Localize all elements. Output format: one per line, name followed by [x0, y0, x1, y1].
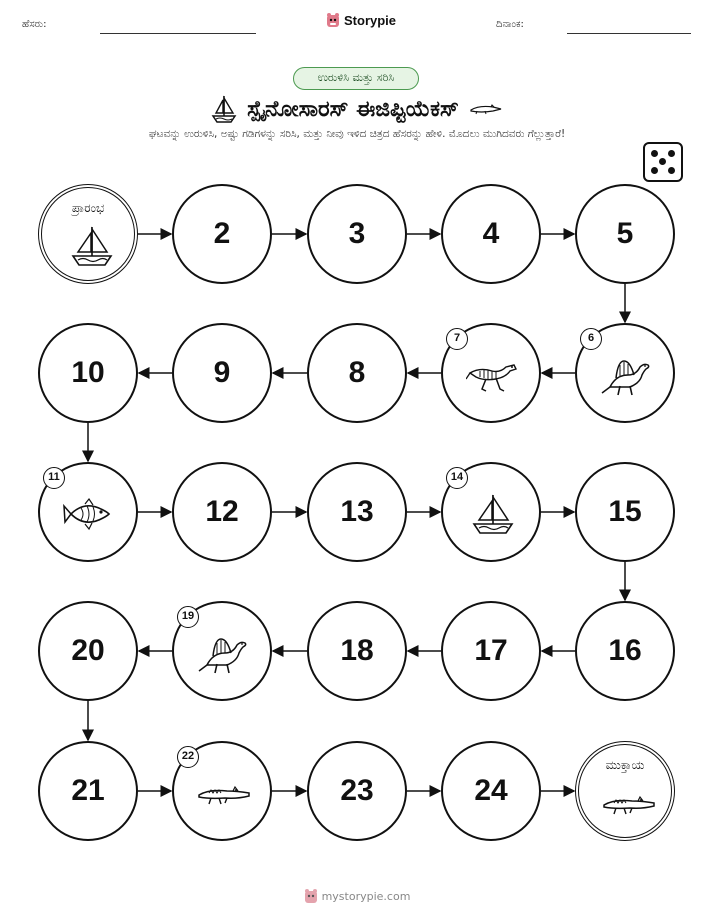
board-space-2[interactable] — [172, 184, 272, 284]
spinosaurus-icon — [600, 353, 654, 397]
date-label: ದಿನಾಂಕ: — [496, 19, 524, 30]
board-space-10[interactable] — [38, 323, 138, 423]
board-space-6[interactable] — [575, 323, 675, 423]
space-number: 15 — [608, 495, 642, 528]
crocodile-icon — [197, 771, 251, 815]
space-number: 17 — [474, 634, 508, 667]
board-space-21[interactable] — [38, 741, 138, 841]
space-number: 16 — [608, 634, 642, 667]
space-number: 8 — [348, 356, 366, 389]
board-space-11[interactable] — [38, 462, 138, 562]
board-space-18[interactable] — [307, 601, 407, 701]
board-space-15[interactable] — [575, 462, 675, 562]
board-space-24[interactable] — [441, 741, 541, 841]
space-number-badge: 22 — [177, 746, 199, 768]
brand-name: Storypie — [344, 12, 397, 28]
footer-url[interactable]: mystorypie.com — [321, 889, 411, 903]
instructions: ಘಟವನ್ನು ಉರುಳಿಸಿ, ಅಷ್ಟು ಗಡಿಗಳನ್ನು ಸರಿಸಿ, ಮತ್ತು ನೀವು ಇಳಿದ ಚಿತ್ರದ ಹೆಸರನ್ನು ಹೇಳಿ. ಮೊದಲು ಮುಗಿದವರು ಗೆಲ್ಲುತ್ತಾರೆ! — [148, 128, 566, 140]
board-space-3[interactable] — [307, 184, 407, 284]
board-space-4[interactable] — [441, 184, 541, 284]
spinosaurus-icon — [197, 631, 251, 675]
board-space-5[interactable] — [575, 184, 675, 284]
footer — [0, 888, 714, 904]
board-space-8[interactable] — [307, 323, 407, 423]
board-space-23[interactable] — [307, 741, 407, 841]
crocodile-icon — [602, 781, 656, 825]
space-number: 10 — [71, 356, 105, 389]
finish-space[interactable] — [575, 741, 675, 841]
start-label: ಪ್ರಾರಂಭ — [71, 201, 105, 215]
board-space-12[interactable] — [172, 462, 272, 562]
board-space-9[interactable] — [172, 323, 272, 423]
board-space-14[interactable] — [441, 462, 541, 562]
space-number: 23 — [340, 774, 374, 807]
board-space-16[interactable] — [575, 601, 675, 701]
space-number: 9 — [213, 356, 231, 389]
dinosaur-skeleton-icon — [466, 353, 520, 397]
space-number-badge: 14 — [446, 467, 468, 489]
space-number: 4 — [482, 217, 500, 250]
board-space-7[interactable] — [441, 323, 541, 423]
board-space-19[interactable] — [172, 601, 272, 701]
storypie-logo-icon — [304, 888, 318, 904]
space-number: 3 — [348, 217, 366, 250]
space-number-badge: 11 — [43, 467, 65, 489]
finish-label: ಮುಕ್ತಾಯ — [605, 758, 645, 772]
name-label: ಹೆಸರು: — [22, 19, 47, 30]
space-number: 24 — [474, 774, 508, 807]
space-number: 12 — [205, 495, 239, 528]
space-number-badge: 7 — [446, 328, 468, 350]
boat-icon — [466, 492, 520, 536]
space-number-badge: 6 — [580, 328, 602, 350]
board-space-20[interactable] — [38, 601, 138, 701]
board-space-22[interactable] — [172, 741, 272, 841]
space-number: 5 — [616, 217, 634, 250]
space-number-badge: 19 — [177, 606, 199, 628]
space-number: 13 — [340, 495, 374, 528]
board-space-17[interactable] — [441, 601, 541, 701]
space-number: 20 — [71, 634, 105, 667]
boat-icon — [65, 224, 119, 268]
space-number: 18 — [340, 634, 374, 667]
activity-tag: ಉರುಳಿಸಿ ಮತ್ತು ಸರಿಸಿ — [293, 67, 419, 90]
space-number: 2 — [213, 217, 231, 250]
start-space[interactable] — [38, 184, 138, 284]
page-title: ಸ್ಪೈನೋಸಾರಸ್ ಈಜಿಪ್ಟಿಯೆಕಸ್ — [247, 96, 459, 122]
fish-icon — [63, 492, 117, 536]
board-space-13[interactable] — [307, 462, 407, 562]
space-number: 21 — [71, 774, 105, 807]
